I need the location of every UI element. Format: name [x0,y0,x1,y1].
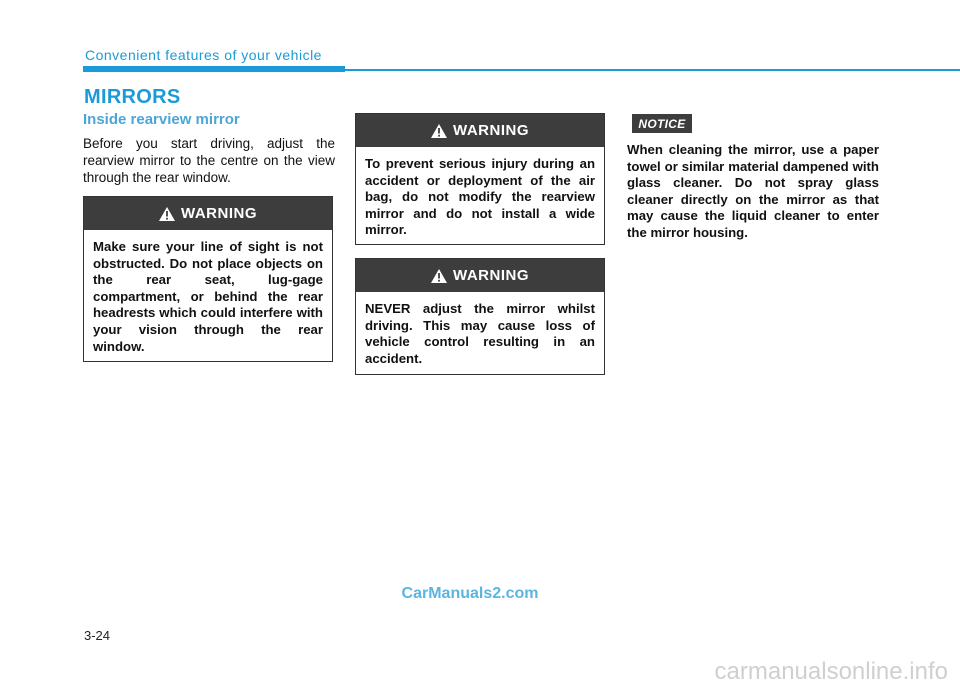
warning-text: To prevent serious injury during an accident or deployment of the air bag, do not modify the rearview mirror and do not install a wide mirror. [365,156,595,238]
warning-label: WARNING [453,267,529,284]
header-rule-thick [83,66,345,72]
warning-header [356,259,604,292]
warning-triangle-icon [431,269,447,283]
warning-box-sight [83,196,333,362]
notice-badge: NOTICE [632,114,692,133]
page-number: 3-24 [84,628,111,643]
warning-triangle-icon [159,207,175,221]
warning-text: NEVER adjust the mirror whilst driving. This may cause loss of vehicle control resulting in an accident. [365,301,595,366]
warning-text: Make sure your line of sight is not obstructed. Do not place objects on the rear seat, lug-gage compartment, or behind the rear headrests which could interfere with your vision through the rear window. [93,239,323,354]
warning-label: WARNING [181,205,257,222]
notice-text: When cleaning the mirror, use a paper towel or similar material dampened with glass cleaner. Do not spray glass cleaner directly on the mirror as that may cause the liquid cleaner to enter the mirror housing. [627,142,879,240]
warning-box-driving [355,258,605,375]
warning-box-airbag [355,113,605,245]
watermark-link[interactable]: CarManuals2.com [401,585,539,602]
warning-header [356,114,604,147]
warning-label: WARNING [453,122,529,139]
header-title: Convenient features of your vehicle [85,47,322,63]
section-title: MIRRORS [84,86,181,108]
intro-paragraph: Before you start driving, adjust the rearview mirror to the centre on the view through the rear window. [83,136,335,185]
warning-header [84,197,332,230]
header-rule-thin [345,69,960,71]
warning-triangle-icon [431,124,447,138]
watermark-footer: carmanualsonline.info [714,658,948,685]
subsection-title: Inside rearview mirror [83,111,240,128]
